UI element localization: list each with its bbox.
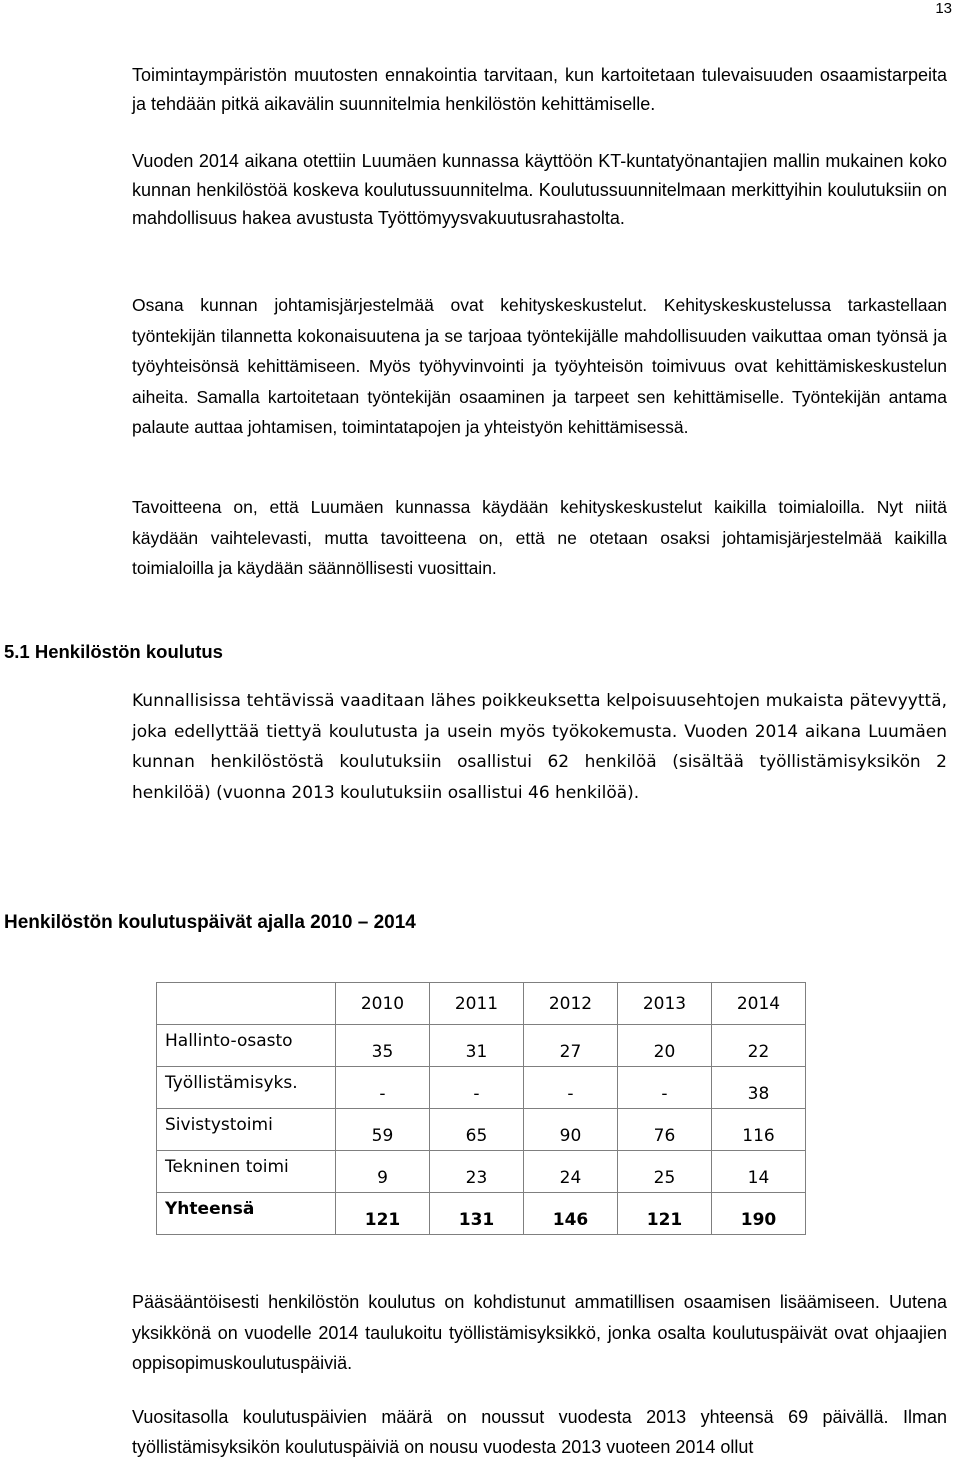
training-days-table	[156, 982, 806, 1235]
section-heading: 5.1 Henkilöstön koulutus	[4, 641, 223, 662]
table-cell: 9	[336, 1151, 430, 1193]
year-header: 2012	[524, 983, 618, 1025]
paragraph-annual-increase: Vuositasolla koulutuspäivien määrä on noussut vuodesta 2013 yhteensä 69 päivällä. Ilman työllistämisyksikön koulutuspäiviä on nousu vuodesta 2013 vuoteen 2014 ollut	[132, 1407, 947, 1457]
table-cell: -	[430, 1067, 524, 1109]
paragraph-development-discussions: Osana kunnan johtamisjärjestelmää ovat kehityskeskustelut. Kehityskeskustelussa tarkastellaan työntekijän tilannetta kokonaisuutena ja se tarjoaa työntekijälle mahdollisuuden vaikuttaa oman työnsä ja työyhteisönsä kehittämiseen. Myös työhyvinvointi ja työyhteisön toimivuus ovat kehittämiskeskustelun aiheita. Samalla kartoitetaan työntekijän osaaminen ja tarpeet sen kehittämiselle. Työntekijän antama palaute auttaa johtamisen, toimintatapojen ja yhteistyön kehittämisessä.	[132, 295, 947, 437]
table-cell: 24	[524, 1151, 618, 1193]
table-cell: 190	[712, 1193, 806, 1235]
year-header: 2013	[618, 983, 712, 1025]
table-cell: 90	[524, 1109, 618, 1151]
table-row	[157, 1109, 806, 1151]
table-row	[157, 1025, 806, 1067]
table-corner-cell	[157, 983, 336, 1025]
row-label: Tekninen toimi	[157, 1151, 336, 1193]
table-cell: 65	[430, 1109, 524, 1151]
paragraph-goal: Tavoitteena on, että Luumäen kunnassa käydään kehityskeskustelut kaikilla toimialoilla. Nyt niitä käydään vaihtelevasti, mutta tavoitteena on, että ne otetaan osaksi johtamisjärjestelmää kaikilla toimialoilla ja käydään säännöllisesti vuosittain.	[132, 497, 947, 578]
table-cell: 25	[618, 1151, 712, 1193]
table-cell: -	[524, 1067, 618, 1109]
year-header: 2010	[336, 983, 430, 1025]
table-row	[157, 1151, 806, 1193]
row-label: Yhteensä	[157, 1193, 336, 1235]
page-number: 13	[935, 0, 952, 17]
paragraph-staff-training: Kunnallisissa tehtävissä vaaditaan lähes poikkeuksetta kelpoisuusehtojen mukaista pätevyyttä, joka edellyttää tiettyä koulutusta ja usein myös työkokemusta. Vuoden 2014 aikana Luumäen kunnan henkilöstöstä koulutuksiin osallistui 62 henkilöä (sisältää työllistämisyksikön 2 henkilöä) (vuonna 2013 koulutuksiin osallistui 46 henkilöä).	[132, 691, 947, 803]
table-cell: 27	[524, 1025, 618, 1067]
row-label: Työllistämisyks.	[157, 1067, 336, 1109]
table-cell: -	[336, 1067, 430, 1109]
table-cell: -	[618, 1067, 712, 1109]
table-cell: 121	[618, 1193, 712, 1235]
paragraph-foresight: Toimintaympäristön muutosten ennakointia tarvitaan, kun kartoitetaan tulevaisuuden osaamistarpeita ja tehdään pitkä aikavälin suunnitelmia henkilöstön kehittämiselle.	[132, 65, 947, 114]
table-cell: 121	[336, 1193, 430, 1235]
table-header-row	[157, 983, 806, 1025]
row-label: Sivistystoimi	[157, 1109, 336, 1151]
table-cell: 22	[712, 1025, 806, 1067]
table-cell: 20	[618, 1025, 712, 1067]
table-cell: 38	[712, 1067, 806, 1109]
table-cell: 116	[712, 1109, 806, 1151]
table-cell: 31	[430, 1025, 524, 1067]
table-cell: 14	[712, 1151, 806, 1193]
table-row	[157, 1067, 806, 1109]
paragraph-training-focus: Pääsääntöisesti henkilöstön koulutus on kohdistunut ammatillisen osaamisen lisäämiseen. Uutena yksikkönä on vuodelle 2014 taulukoitu työllistämisyksikkö, jonka osalta koulutuspäivät ovat ohjaajien oppisopimuskoulutuspäiviä.	[132, 1292, 947, 1373]
table-cell: 35	[336, 1025, 430, 1067]
table-cell: 59	[336, 1109, 430, 1151]
table-total-row	[157, 1193, 806, 1235]
table-cell: 131	[430, 1193, 524, 1235]
table-cell: 23	[430, 1151, 524, 1193]
year-header: 2014	[712, 983, 806, 1025]
year-header: 2011	[430, 983, 524, 1025]
table-title: Henkilöstön koulutuspäivät ajalla 2010 – 2014	[4, 912, 416, 933]
row-label: Hallinto-osasto	[157, 1025, 336, 1067]
table-cell: 76	[618, 1109, 712, 1151]
table-cell: 146	[524, 1193, 618, 1235]
paragraph-training-plan: Vuoden 2014 aikana otettiin Luumäen kunnassa käyttöön KT-kuntatyönantajien mallin mukainen koko kunnan henkilöstöä koskeva koulutussuunnitelma. Koulutussuunnitelmaan merkittyihin koulutuksiin on mahdollisuus hakea avustusta Työttömyysvakuutusrahastolta.	[132, 151, 947, 228]
